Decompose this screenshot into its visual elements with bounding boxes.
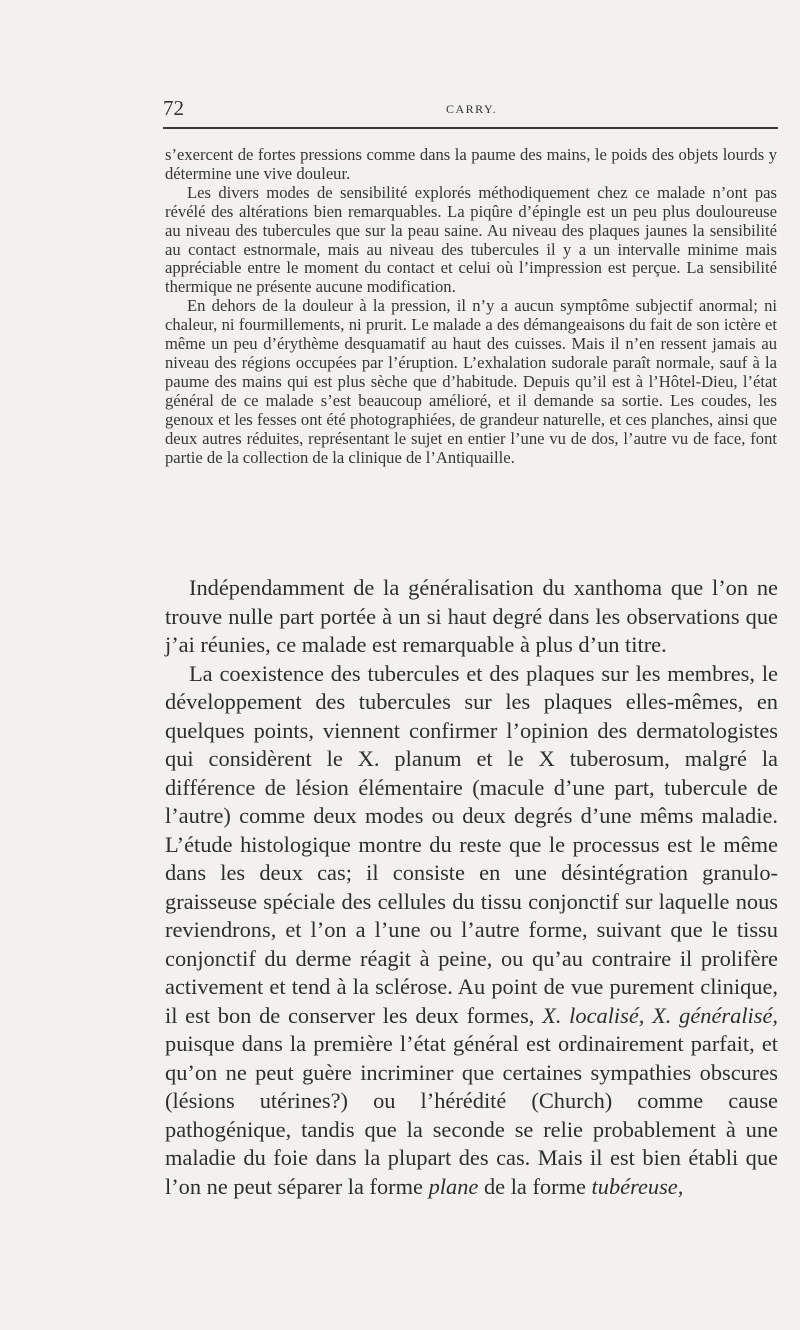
small-paragraph: En dehors de la douleur à la pression, il n’y a aucun symptôme subjectif anormal; ni chaleur, ni fourmillements, ni prurit. Le malade a des démangeaisons du fait de son ictère et même un peu d’érythème desquamatif au haut des cuisses. Mais il n’en ressent jamais au niveau des régions occupées par l’éruption. L’exhalation sudorale paraît normale, sauf à la paume des mains qui est plus sèche que d’habitude. Depuis qu’il est à l’Hôtel-Dieu, l’état général de ce malade s’est beaucoup amélioré, et il demande sa sortie. Les coudes, les genoux et les fesses ont été photographiées, de grandeur naturelle, et ces planches, ainsi que deux autres réduites, représentant le sujet en entier l’une vu de dos, l’autre vu de face, font partie de la collection de la clinique de l’Antiquaille. <box>165 296 777 467</box>
italic-term: tubéreuse, <box>591 1173 684 1199</box>
text-run: puisque dans la première l’état général est ordinairement parfait, et qu’on ne peut guère incriminer que certaines sympathies obscures (lésions utérines?) ou l’hérédité (Church) comme cause pathogénique, tandis que la seconde se relie probablement à une maladie du foie dans la plupart des cas. Mais il est bien établi que l’on ne peut séparer la forme <box>165 1031 778 1199</box>
text-run: de la forme <box>483 1173 586 1199</box>
header-rule <box>163 127 778 129</box>
italic-term: plane <box>428 1173 479 1199</box>
page-number: 72 <box>163 96 184 120</box>
case-notes <box>165 146 777 467</box>
page-header <box>163 96 778 126</box>
running-head: CARRY. <box>446 102 498 116</box>
small-paragraph: s’exercent de fortes pressions comme dans la paume des mains, le poids des objets lourds y détermine une vive douleur. <box>165 145 777 183</box>
main-paragraph: Indépendamment de la généralisation du xanthoma que l’on ne trouve nulle part portée à un si haut degré dans les observations que j’ai réunies, ce malade est remarquable à plus d’un titre. <box>165 575 778 657</box>
italic-term: X. localisé, X. généralisé, <box>542 1002 779 1028</box>
main-text <box>165 574 778 1201</box>
main-paragraph <box>165 660 778 1202</box>
small-paragraph: Les divers modes de sensibilité explorés méthodiquement chez ce malade n’ont pas révélé des altérations bien remarquables. La piqûre d’épingle est un peu plus douloureuse au niveau des tubercules que sur la peau saine. Au niveau des plaques jaunes la sensibilité au contact estnormale, mais au niveau des tubercules il y a un intervalle minime mais appréciable entre le moment du contact et celui où l’impression est perçue. La sensibilité thermique ne présente aucune modification. <box>165 182 777 297</box>
text-run: La coexistence des tubercules et des plaques sur les membres, le développement des tubercules sur les plaques elles-mêmes, en quelques points, viennent confirmer l’opinion des dermatologistes qui considèrent le X. planum et le X tuberosum, malgré la différence de lésion élémentaire (macule d’une part, tubercule de l’autre) comme deux modes ou deux degrés d’une mêms maladie. L’étude histologique montre du reste que le processus est le même dans les deux cas; il consiste en une désintégration granulo-graisseuse spéciale des cellules du tissu conjonctif sur laquelle nous reviendrons, et l’on a l’une ou l’autre forme, suivant que le tissu conjonctif du derme réagit à peine, ou qu’au contraire il prolifère activement et tend à la sclérose. Au point de vue purement clinique, il est bon de conserver les deux formes, <box>165 660 778 1028</box>
